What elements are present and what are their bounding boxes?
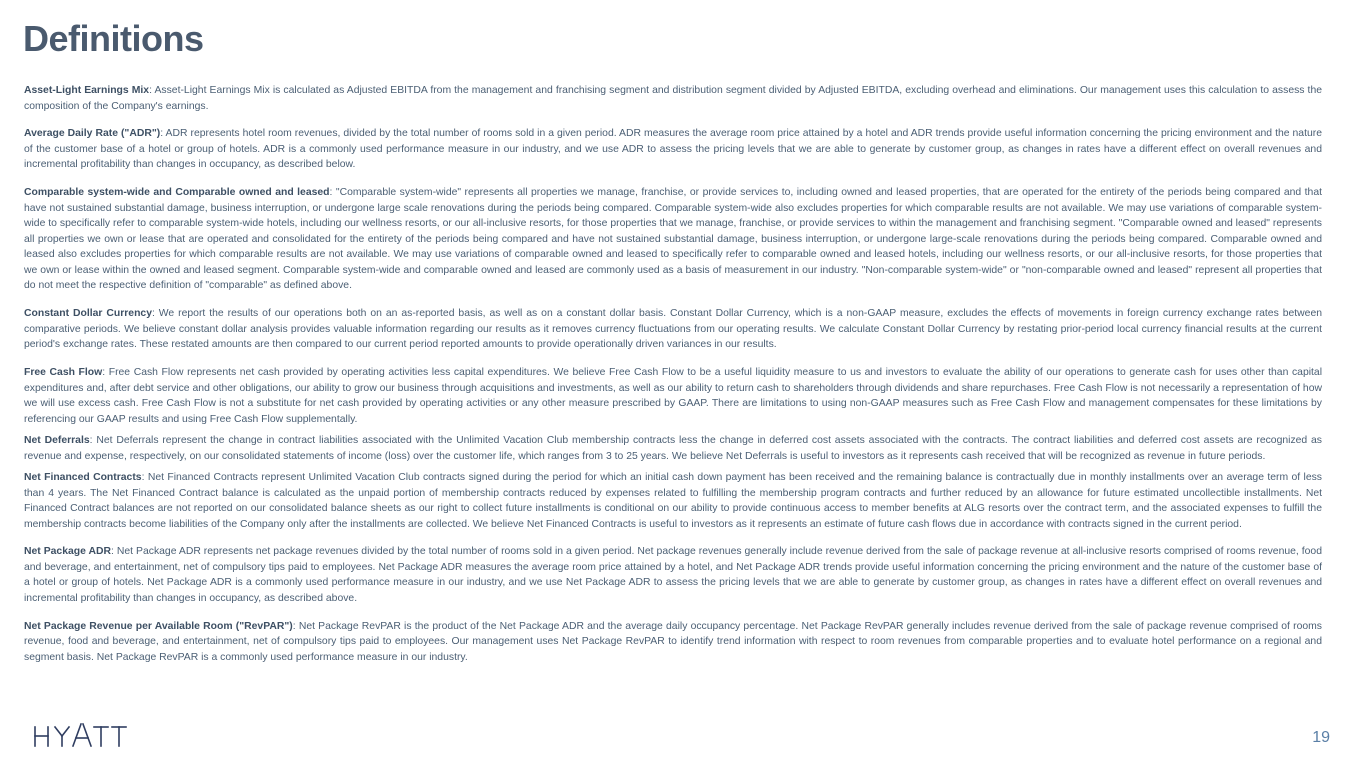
definition-text: : Asset-Light Earnings Mix is calculated as Adjusted EBITDA from the management and franchising segment and distribution segment divided by Adjusted EBITDA, excluding overhead and eliminations. Our management uses this calculation to assess the composition of the Company's earnings.: [24, 85, 1323, 112]
definition-comparable-system-wide: [24, 185, 1322, 294]
definition-text: : Net Package RevPAR is the product of the Net Package ADR and the average daily occupancy percentage. Net Package RevPAR generally includes revenue derived from the sale of package revenue comprised of rooms revenue, food and beverage, and entertainment, net of compulsory tips paid to employees. Our management uses Net Package RevPAR to identify trend information with respect to room revenues from comparable properties and to evaluate hotel performance on a regional and segment basis. Net Package RevPAR is a commonly used performance measure in our industry.: [24, 620, 1322, 663]
definition-text: : Net Financed Contracts represent Unlimited Vacation Club contracts signed during the period for which an initial cash down payment has been received and the remaining balance is contractually due in monthly installments over an average term of less than 4 years. The Net Financed Contract balance is calculated as the unpaid portion of membership contracts reduced by expenses related to fulfilling the membership program contracts and further reduced by an allowance for future estimated uncollectible installments. Net Financed Contract balances are not reported on our consolidated balance sheets as our right to collect future installments is conditional on our ability to provide continuous access to member benefits at ALG resorts over the contract term, and the associated expenses to fulfill the membership contracts become liabilities of the Company only after the installments are collected. We believe Net Financed Contracts is useful to investors as it represents an estimate of future cash flows due in accordance with contracts signed in the current period.: [24, 472, 1322, 530]
hyatt-logo: [32, 722, 132, 752]
definition-asset-light-earnings-mix: [24, 83, 1322, 114]
definition-term: Net Financed Contracts: [24, 472, 142, 484]
definition-text: : ADR represents hotel room revenues, divided by the total number of rooms sold in a given period. ADR measures the average room price attained by a hotel and ADR trends provide useful information concerning the pricing environment and the nature of the customer base of a hotel or group of hotels. ADR is a commonly used performance measure in our industry, and we use ADR to assess the pricing levels that we are able to generate by customer group, as changes in rates have a different effect on overall revenues and incremental profitability than changes in occupancy, as described below.: [24, 128, 1322, 171]
definition-average-daily-rate: [24, 126, 1322, 173]
definition-term: Free Cash Flow: [24, 367, 103, 379]
definition-term: Net Package ADR: [24, 546, 112, 558]
definition-net-financed-contracts: [24, 470, 1322, 532]
definition-text: : Net Package ADR represents net package revenues divided by the total number of rooms sold in a given period. Net package revenues generally include revenue derived from the sale of package revenue at all-inclusive resorts comprised of rooms revenue, food and beverage, and entertainment, net of compulsory tips paid to employees. Net Package ADR measures the average room price attained by a hotel, and Net Package ADR trends provide useful information concerning the pricing environment and the nature of the customer base of a hotel or group of hotels. Net Package ADR is a commonly used performance measure in our industry, and we use Net Package ADR to assess the pricing levels that we are able to generate by customer group, as changes in rates have a different effect on overall revenues and incremental profitability than changes in occupancy, as described above.: [24, 546, 1322, 604]
definition-free-cash-flow: [24, 365, 1322, 427]
definition-net-package-revpar: [24, 619, 1322, 666]
definition-net-deferrals: [24, 433, 1322, 464]
definition-term: Net Package Revenue per Available Room ("RevPAR"): [24, 620, 293, 632]
definition-term: Average Daily Rate ("ADR"): [24, 128, 161, 140]
definitions-list: [24, 83, 1322, 678]
definition-term: Comparable system-wide and Comparable owned and leased: [24, 187, 330, 199]
page-number: 19: [1312, 729, 1330, 746]
definition-term: Constant Dollar Currency: [24, 308, 152, 320]
definition-text: : Free Cash Flow represents net cash provided by operating activities less capital expenditures. We believe Free Cash Flow to be a useful liquidity measure to us and investors to evaluate the ability of our operations to generate cash for uses other than capital expenditures and, after debt service and other obligations, our ability to grow our business through acquisitions and investments, as well as our ability to return cash to shareholders through dividends and share repurchases. Free Cash Flow is not necessarily a representation of how we will use excess cash. Free Cash Flow is not a substitute for net cash provided by operating activities or any other measure prescribed by GAAP. There are limitations to using non-GAAP measures such as Free Cash Flow and management compensates for these limitations by referencing our GAAP results and using Free Cash Flow supplementally.: [24, 367, 1323, 425]
definition-term: Net Deferrals: [24, 435, 90, 447]
definition-text: : "Comparable system-wide" represents all properties we manage, franchise, or provide services to, including owned and leased properties, that are operated for the entirety of the periods being compared and that have not sustained substantial damage, business interruption, or undergone large scale renovations during the periods being compared. Comparable system-wide also excludes properties for which comparable results are not available. We may use variations of comparable system-wide to specifically refer to comparable system-wide hotels, including our wellness resorts, or our all-inclusive resorts, for those properties that we manage, franchise, or provide services to within the management and franchising segment. "Comparable owned and leased" represents all properties we own or lease that are operated and consolidated for the entirety of the periods being compared and have not sustained substantial damage, business interruption, or undergone large-scale renovations during the periods being compared. Comparable owned and leased also excludes properties for which comparable results are not available. We may use variations of comparable owned and leased to specifically refer to comparable owned and leased hotels, including our wellness resorts, or our all-inclusive resorts, for those properties that we own or lease within the owned and leased segment. Comparable system-wide and comparable owned and leased are commonly used as a basis of measurement in our industry. "Non-comparable system-wide" or "non-comparable owned and leased" represent all properties that do not meet the respective definition of "comparable" as defined above.: [24, 187, 1322, 292]
definition-term: Asset-Light Earnings Mix: [24, 85, 150, 96]
page-title: Definitions: [23, 18, 204, 59]
definition-text: : We report the results of our operations both on an as-reported basis, as well as on a constant dollar basis. Constant Dollar Currency, which is a non-GAAP measure, excludes the effects of movements in foreign currency exchange rates between comparative periods. We believe constant dollar analysis provides valuable information regarding our results as it removes currency fluctuations from our operating results. We calculate Constant Dollar Currency by restating prior-period local currency financial results at the current period's exchange rates. These restated amounts are then compared to our current period reported amounts to provide operationally driven variances in our results.: [24, 308, 1323, 351]
definition-text: : Net Deferrals represent the change in contract liabilities associated with the Unlimited Vacation Club membership contracts less the change in deferred cost assets associated with the contracts. The contract liabilities and deferred cost assets are recognized as revenue and expense, respectively, on our consolidated statements of income (loss) over the customer life, which ranges from 3 to 25 years. We believe Net Deferrals is useful to investors as it represents cash received that will be recognized as revenue in future periods.: [24, 435, 1322, 462]
definition-net-package-adr: [24, 544, 1322, 606]
definition-constant-dollar-currency: [24, 306, 1322, 353]
